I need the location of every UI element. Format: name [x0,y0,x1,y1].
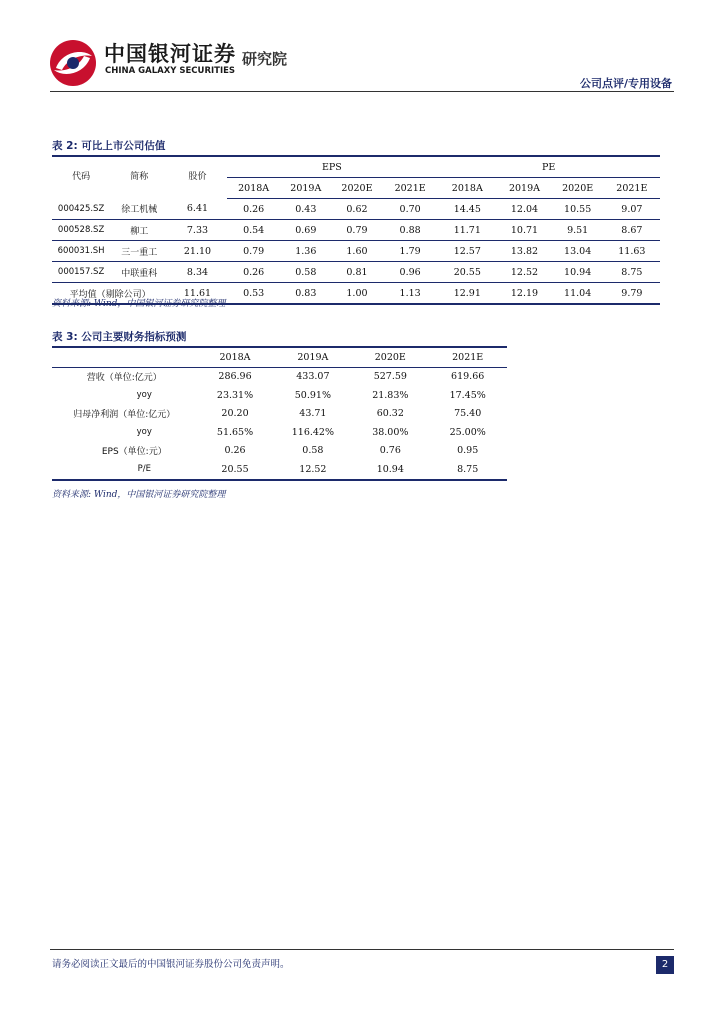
cell-value: 0.79 [227,241,281,262]
cell-name: 徐工机械 [110,199,168,220]
table2-source: 资料来源: Wind，中国银河证券研究院整理 [52,490,226,500]
cell-value: 527.59 [373,371,407,383]
cell-value: 0.26 [227,199,281,220]
cell-value: 286.96 [218,371,252,383]
col-group-pe: PE [541,161,556,173]
company-logo [48,38,308,90]
cell-average-label: 平均值（剔除公司） [69,289,151,300]
year-header: 2020E [331,178,383,199]
cell-value: 38.00% [372,426,409,438]
cell-value: 0.62 [331,199,383,220]
cell-value: 0.70 [383,199,437,220]
cell-value: 20.55 [437,262,497,283]
col-header-name: 简称 [130,172,149,182]
col-header-code: 代码 [72,172,91,182]
table-row [52,386,507,405]
cell-value: 0.79 [331,220,383,241]
institute-name: 研究院 [242,50,288,68]
cell-value: 60.32 [376,408,404,420]
cell-value: 12.52 [497,262,551,283]
cell-price: 7.33 [168,220,226,241]
header-divider [50,91,674,92]
cell-value: 8.75 [604,262,660,283]
cell-value: 1.13 [399,287,421,299]
cell-value: 0.83 [295,287,317,299]
cell-value: 0.54 [227,220,281,241]
cell-value: 17.45% [449,389,486,401]
cell-value: 10.55 [552,199,604,220]
table1-caption: 表 2: 可比上市公司估值 [52,140,166,152]
cell-value: 75.40 [454,408,482,420]
report-category: 公司点评/专用设备 [579,77,672,90]
table-row [52,423,507,442]
year-header: 2020E [352,347,428,367]
financial-forecast-table [52,346,507,481]
table2-caption: 表 3: 公司主要财务指标预测 [52,331,187,343]
cell-value: 433.07 [296,371,330,383]
table-row [52,405,507,424]
table-row [52,220,660,241]
logo-chinese-name: 中国银河证券 [104,42,236,66]
year-header: 2021E [604,178,660,199]
cell-value: 51.65% [216,426,254,438]
cell-value: 1.79 [383,241,437,262]
galaxy-logo-icon [48,38,98,88]
cell-value: 12.04 [497,199,551,220]
cell-value: 0.69 [281,220,331,241]
cell-price: 8.34 [168,262,226,283]
row-label: EPS（单位:元） [101,447,167,458]
cell-value: 9.79 [621,287,643,299]
cell-name: 中联重科 [110,262,168,283]
cell-value: 10.71 [497,220,551,241]
cell-value: 21.83% [372,389,409,401]
row-label: 归母净利润（单位:亿元） [73,410,176,421]
cell-value: 25.00% [449,426,486,438]
row-label: yoy [136,390,152,401]
cell-value: 14.45 [437,199,497,220]
cell-value: 9.51 [552,220,604,241]
cell-price: 21.10 [168,241,226,262]
cell-value: 12.57 [437,241,497,262]
col-group-eps: EPS [321,161,342,173]
cell-value: 0.58 [281,262,331,283]
cell-value: 13.82 [497,241,551,262]
cell-value: 8.67 [604,220,660,241]
cell-value: 0.88 [383,220,437,241]
cell-value: 619.66 [451,371,485,383]
year-header: 2019A [281,178,331,199]
year-header: 2021E [383,178,437,199]
cell-name: 三一重工 [110,241,168,262]
cell-value: 0.76 [379,445,401,457]
cell-value: 0.96 [383,262,437,283]
table-row [52,262,660,283]
cell-value: 11.63 [604,241,660,262]
cell-value: 0.95 [457,445,479,457]
cell-value: 1.36 [281,241,331,262]
cell-value: 116.42% [291,426,335,438]
cell-value: 10.94 [376,463,404,475]
cell-value: 23.31% [216,389,254,401]
table-row [52,442,507,461]
cell-value: 11.04 [564,287,592,299]
header-blank [52,347,197,367]
cell-value: 0.26 [224,445,246,457]
cell-value: 11.71 [437,220,497,241]
col-header-price: 股价 [188,172,207,182]
cell-value: 43.71 [299,408,327,420]
year-header: 2019A [497,178,551,199]
cell-value: 0.43 [281,199,331,220]
cell-value: 10.94 [552,262,604,283]
cell-value: 8.75 [457,463,479,475]
logo-english-name: CHINA GALAXY SECURITIES [105,66,236,76]
row-label: 营收（单位:亿元） [86,373,162,384]
cell-price: 6.41 [168,199,226,220]
cell-value: 50.91% [294,389,331,401]
cell-value: 12.52 [299,463,327,475]
cell-value: 0.53 [243,287,265,299]
cell-value: 13.04 [552,241,604,262]
cell-value: 0.58 [302,445,324,457]
table-header-row [52,156,660,178]
table-row [52,460,507,480]
cell-code: 000425.SZ [52,199,110,220]
year-header: 2018A [197,347,274,367]
table-header-row [52,347,507,367]
cell-value: 0.26 [227,262,281,283]
cell-code: 000528.SZ [52,220,110,241]
table-row [52,367,507,386]
cell-name: 柳工 [110,220,168,241]
year-header: 2020E [552,178,604,199]
comparable-valuation-table [52,155,660,305]
cell-value: 12.19 [510,287,539,299]
year-header: 2021E [428,347,507,367]
cell-value: 20.55 [221,463,249,475]
table-row [52,241,660,262]
cell-value: 9.07 [604,199,660,220]
disclaimer-text: 请务必阅读正文最后的中国银河证券股份公司免责声明。 [52,959,290,970]
cell-value: 12.91 [453,287,481,299]
cell-value: 20.20 [221,408,249,420]
cell-code: 600031.SH [52,241,110,262]
year-header: 2018A [227,178,281,199]
cell-value: 1.00 [346,287,368,299]
cell-code: 000157.SZ [52,262,110,283]
cell-value: 0.81 [331,262,383,283]
cell-value: 1.60 [331,241,383,262]
row-label: yoy [136,427,152,438]
page-number: 2 [656,956,674,974]
footer-divider [50,949,674,950]
table1-source: 资料来源: Wind，中国银河证券研究院整理 [52,299,226,309]
year-header: 2018A [437,178,497,199]
cell-price: 11.61 [183,287,212,299]
table-row [52,199,660,220]
row-label: P/E [137,464,151,475]
year-header: 2019A [274,347,353,367]
